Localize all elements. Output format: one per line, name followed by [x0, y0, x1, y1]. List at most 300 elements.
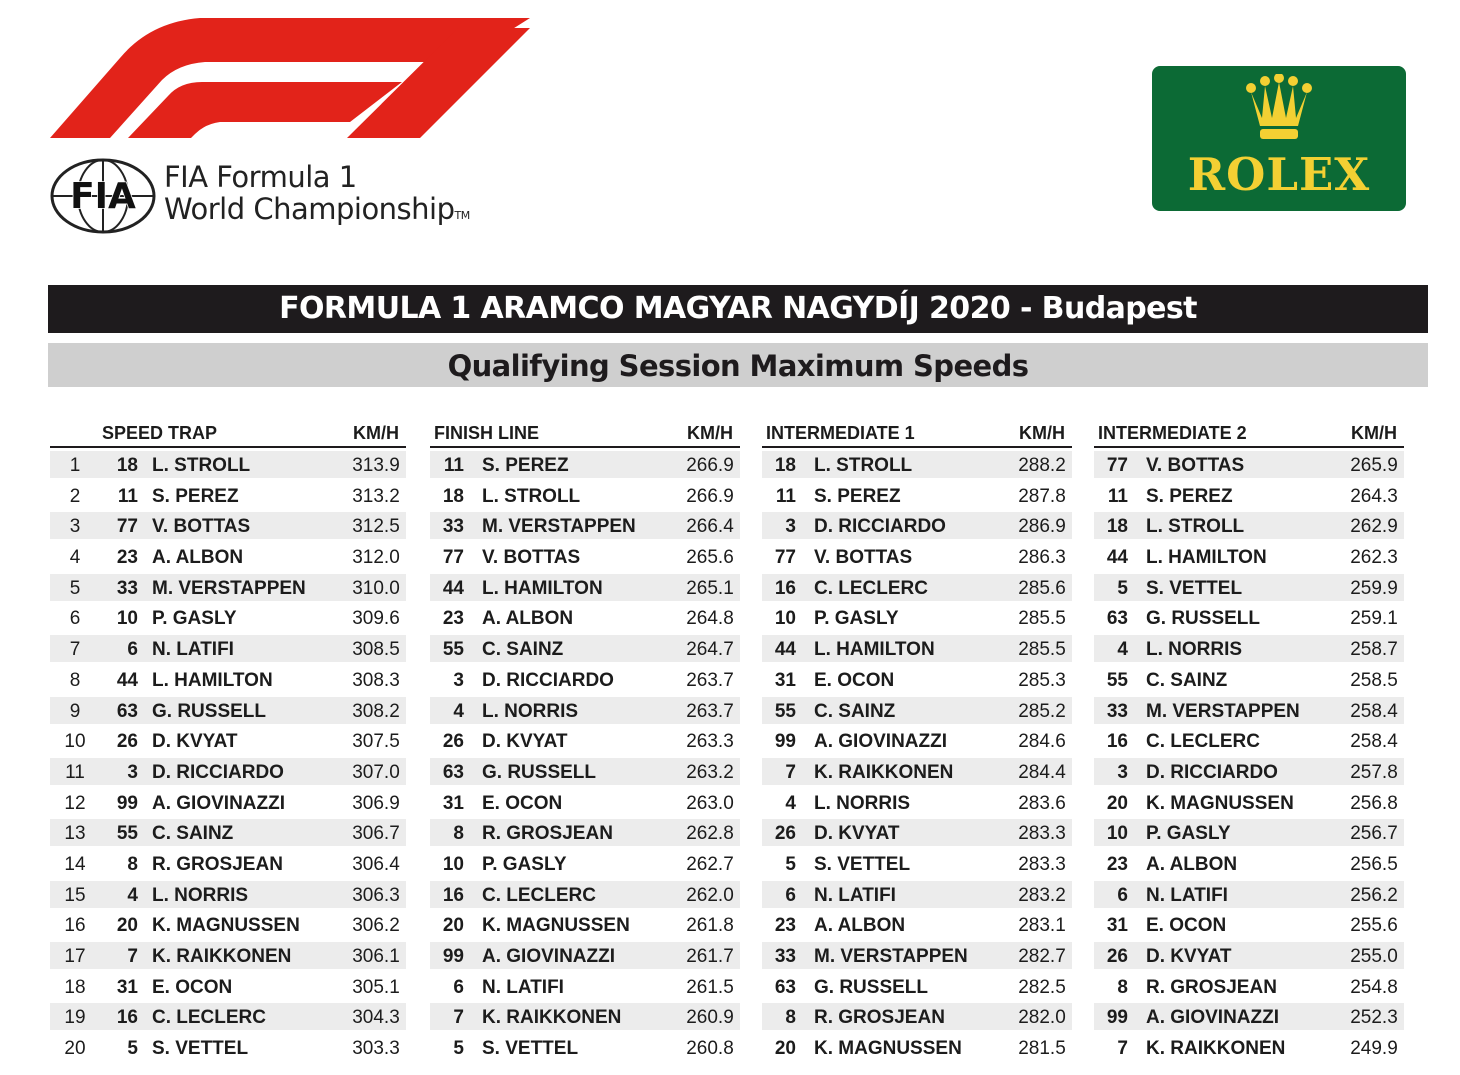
car-number-cell: 26 [774, 823, 796, 845]
table-row [430, 666, 740, 693]
speed-cell: 285.5 [1018, 639, 1066, 661]
speed-cell: 266.9 [686, 485, 734, 507]
position-cell: 9 [69, 700, 81, 722]
speed-cell: 283.2 [1018, 884, 1066, 906]
speed-cell: 285.6 [1018, 577, 1066, 599]
speed-cell: 262.0 [686, 884, 734, 906]
speed-cell: 263.7 [686, 700, 734, 722]
rolex-logo [1152, 66, 1406, 211]
speed-cell: 258.7 [1350, 639, 1398, 661]
driver-name-cell: A. ALBON [1146, 853, 1238, 875]
car-number-cell: 23 [1106, 853, 1128, 875]
car-number-cell: 44 [1106, 547, 1128, 569]
speed-cell: 258.4 [1350, 731, 1398, 753]
speed-cell: 285.2 [1018, 700, 1066, 722]
table-row [762, 512, 1072, 539]
f1-logo [50, 18, 530, 140]
car-number-cell: 23 [442, 608, 464, 630]
speed-cell: 284.6 [1018, 731, 1066, 753]
speed-cell: 258.4 [1350, 700, 1398, 722]
car-number-cell: 3 [127, 761, 138, 783]
trademark: TM [454, 208, 470, 222]
speed-cell: 266.9 [686, 455, 734, 476]
speed-cell: 288.2 [1018, 455, 1066, 476]
speed-cell: 265.9 [1350, 455, 1398, 476]
speed-cell: 310.0 [352, 577, 400, 599]
car-number-cell: 18 [116, 455, 138, 476]
table-rows [50, 451, 406, 1061]
driver-name-cell: G. RUSSELL [152, 700, 267, 722]
car-number-cell: 55 [116, 823, 138, 845]
driver-name-cell: S. VETTEL [814, 853, 911, 875]
car-number-cell: 7 [127, 946, 138, 967]
car-number-cell: 55 [442, 639, 464, 661]
speed-cell: 308.2 [352, 700, 400, 722]
car-number-cell: 8 [785, 1007, 796, 1029]
table-rows [430, 451, 740, 1061]
speed-cell: 303.3 [352, 1038, 400, 1060]
speed-cell: 262.3 [1350, 547, 1398, 569]
car-number-cell: 11 [117, 485, 138, 507]
car-number-cell: 31 [116, 976, 138, 998]
table-row [762, 543, 1072, 570]
table-row [1094, 727, 1404, 754]
speed-cell: 306.7 [352, 823, 400, 845]
column-category: SPEED TRAP [102, 423, 218, 443]
car-number-cell: 5 [785, 853, 796, 875]
speed-cell: 249.9 [1350, 1038, 1398, 1060]
rolex-wordmark: ROLEX [1187, 148, 1371, 201]
driver-name-cell: C. SAINZ [152, 823, 234, 845]
table-row [430, 574, 740, 601]
table-intermediate-1 [762, 418, 1072, 1065]
speed-cell: 261.8 [686, 915, 734, 937]
table-row [762, 727, 1072, 754]
speed-cell: 306.2 [352, 915, 400, 937]
car-number-cell: 16 [116, 1007, 138, 1029]
driver-name-cell: A. GIOVINAZZI [814, 731, 947, 753]
table-row [1094, 574, 1404, 601]
table-row [50, 482, 406, 509]
speed-cell: 264.7 [686, 639, 734, 661]
speed-cell: 259.1 [1350, 608, 1398, 630]
table-row [762, 881, 1072, 908]
fia-logo-text: FIA [70, 176, 136, 217]
driver-name-cell: R. GROSJEAN [152, 853, 283, 875]
position-cell: 8 [69, 669, 81, 691]
driver-name-cell: A. ALBON [152, 547, 244, 569]
speed-cell: 262.8 [686, 823, 734, 845]
car-number-cell: 20 [442, 915, 464, 937]
car-number-cell: 8 [127, 853, 138, 875]
table-rows [762, 451, 1072, 1061]
speed-cell: 286.3 [1018, 547, 1066, 569]
position-cell: 1 [69, 455, 81, 476]
driver-name-cell: K. RAIKKONEN [814, 761, 954, 783]
table-row [50, 789, 406, 816]
table-row [50, 727, 406, 754]
table-row [430, 543, 740, 570]
table-row [1094, 543, 1404, 570]
table-row [1094, 1003, 1404, 1030]
table-row [762, 574, 1072, 601]
table-row [50, 819, 406, 846]
table-row [50, 574, 406, 601]
driver-name-cell: R. GROSJEAN [1146, 976, 1277, 998]
table-row [1094, 482, 1404, 509]
speed-cell: 258.5 [1350, 669, 1398, 691]
car-number-cell: 26 [116, 731, 138, 753]
position-cell: 7 [69, 639, 81, 661]
speed-cell: 260.9 [686, 1007, 734, 1029]
driver-name-cell: V. BOTTAS [814, 547, 913, 569]
table-row [430, 727, 740, 754]
position-cell: 4 [69, 547, 81, 569]
table-row [762, 758, 1072, 785]
speed-cell: 283.1 [1018, 915, 1066, 937]
car-number-cell: 20 [116, 915, 138, 937]
driver-name-cell: K. MAGNUSSEN [482, 915, 630, 937]
speed-cell: 306.1 [352, 946, 400, 967]
table-row [762, 697, 1072, 724]
table-row [50, 850, 406, 877]
speed-cell: 282.5 [1018, 976, 1066, 998]
driver-name-cell: D. RICCIARDO [1146, 761, 1278, 783]
column-category: FINISH LINE [434, 423, 540, 443]
table-row [1094, 850, 1404, 877]
car-number-cell: 5 [1117, 577, 1128, 599]
car-number-cell: 44 [774, 639, 796, 661]
driver-name-cell: R. GROSJEAN [814, 1007, 945, 1029]
speed-cell: 308.3 [352, 669, 400, 691]
speed-cell: 312.5 [352, 516, 400, 538]
driver-name-cell: C. LECLERC [814, 577, 928, 599]
driver-name-cell: M. VERSTAPPEN [1146, 700, 1300, 722]
driver-name-cell: G. RUSSELL [482, 761, 597, 783]
table-row [430, 819, 740, 846]
car-number-cell: 11 [443, 455, 464, 476]
speed-cell: 313.9 [352, 455, 400, 476]
driver-name-cell: S. PEREZ [152, 485, 239, 507]
driver-name-cell: L. STROLL [482, 485, 581, 507]
car-number-cell: 63 [774, 976, 796, 998]
speed-cell: 263.3 [686, 731, 734, 753]
table-row [50, 758, 406, 785]
driver-name-cell: S. PEREZ [1146, 485, 1233, 507]
car-number-cell: 3 [1117, 761, 1128, 783]
driver-name-cell: N. LATIFI [1146, 884, 1228, 906]
table-row [50, 911, 406, 938]
speed-cell: 262.9 [1350, 516, 1398, 538]
table-row [762, 604, 1072, 631]
driver-name-cell: S. PEREZ [482, 455, 569, 476]
table-row [762, 1034, 1072, 1061]
speed-cell: 263.2 [686, 761, 734, 783]
driver-name-cell: N. LATIFI [152, 639, 234, 661]
position-cell: 11 [65, 761, 85, 783]
driver-name-cell: L. STROLL [814, 455, 913, 476]
driver-name-cell: L. HAMILTON [482, 577, 603, 599]
table-row [430, 1034, 740, 1061]
car-number-cell: 5 [127, 1038, 138, 1060]
car-number-cell: 11 [1107, 485, 1128, 507]
position-cell: 5 [69, 577, 81, 599]
speed-cell: 259.9 [1350, 577, 1398, 599]
driver-name-cell: C. SAINZ [482, 639, 564, 661]
driver-name-cell: S. VETTEL [482, 1038, 579, 1060]
table-header [1094, 418, 1404, 448]
driver-name-cell: N. LATIFI [482, 976, 564, 998]
driver-name-cell: A. GIOVINAZZI [482, 946, 615, 967]
car-number-cell: 16 [1106, 731, 1128, 753]
table-row [762, 911, 1072, 938]
driver-name-cell: A. ALBON [482, 608, 574, 630]
car-number-cell: 7 [785, 761, 796, 783]
position-cell: 17 [64, 946, 86, 967]
driver-name-cell: R. GROSJEAN [482, 823, 613, 845]
car-number-cell: 77 [442, 547, 464, 569]
table-row [430, 789, 740, 816]
car-number-cell: 44 [442, 577, 464, 599]
table-row [1094, 973, 1404, 1000]
position-cell: 10 [64, 731, 86, 753]
driver-name-cell: C. SAINZ [814, 700, 896, 722]
driver-name-cell: L. NORRIS [152, 884, 249, 906]
driver-name-cell: K. MAGNUSSEN [814, 1038, 962, 1060]
speed-cell: 308.5 [352, 639, 400, 661]
position-cell: 12 [64, 792, 86, 814]
table-row [1094, 942, 1404, 969]
speed-cell: 265.1 [686, 577, 734, 599]
table-row [430, 758, 740, 785]
car-number-cell: 99 [774, 731, 796, 753]
table-speed-trap [50, 418, 406, 1065]
car-number-cell: 11 [775, 485, 796, 507]
speed-cell: 266.4 [686, 516, 734, 538]
crown-icon [1246, 74, 1312, 146]
table-row [430, 973, 740, 1000]
car-number-cell: 16 [442, 884, 464, 906]
car-number-cell: 5 [453, 1038, 464, 1060]
event-title: FORMULA 1 ARAMCO MAGYAR NAGYDÍJ 2020 - Budapest [48, 285, 1428, 333]
speed-cell: 261.7 [686, 946, 734, 967]
fia-line1: FIA Formula 1 [164, 159, 357, 194]
car-number-cell: 7 [453, 1007, 464, 1029]
fia-branding [50, 158, 470, 234]
table-header [50, 418, 406, 448]
table-row [430, 482, 740, 509]
car-number-cell: 7 [1117, 1038, 1128, 1060]
table-row [1094, 911, 1404, 938]
table-row [50, 942, 406, 969]
speed-cell: 265.6 [686, 547, 734, 569]
car-number-cell: 63 [1106, 608, 1128, 630]
table-row [1094, 789, 1404, 816]
driver-name-cell: P. GASLY [814, 608, 899, 630]
speed-cell: 312.0 [352, 547, 400, 569]
driver-name-cell: P. GASLY [1146, 823, 1231, 845]
car-number-cell: 55 [1106, 669, 1128, 691]
car-number-cell: 33 [1106, 700, 1128, 722]
column-category: INTERMEDIATE 1 [766, 423, 915, 443]
driver-name-cell: L. HAMILTON [1146, 547, 1267, 569]
speed-cell: 285.5 [1018, 608, 1066, 630]
speed-cell: 283.3 [1018, 823, 1066, 845]
driver-name-cell: E. OCON [814, 669, 895, 691]
driver-name-cell: K. RAIKKONEN [152, 946, 292, 967]
car-number-cell: 26 [1106, 946, 1128, 967]
table-row [50, 666, 406, 693]
driver-name-cell: S. VETTEL [1146, 577, 1243, 599]
car-number-cell: 4 [453, 700, 464, 722]
driver-name-cell: L. STROLL [152, 455, 251, 476]
car-number-cell: 20 [774, 1038, 796, 1060]
driver-name-cell: K. RAIKKONEN [1146, 1038, 1286, 1060]
driver-name-cell: C. SAINZ [1146, 669, 1228, 691]
driver-name-cell: P. GASLY [152, 608, 237, 630]
position-cell: 20 [64, 1038, 86, 1060]
car-number-cell: 26 [442, 731, 464, 753]
table-row [762, 789, 1072, 816]
car-number-cell: 8 [1117, 976, 1128, 998]
table-row [762, 942, 1072, 969]
car-number-cell: 4 [785, 792, 796, 814]
table-row [50, 697, 406, 724]
driver-name-cell: D. RICCIARDO [814, 516, 946, 538]
table-row [762, 482, 1072, 509]
table-row [50, 635, 406, 662]
speed-cell: 263.0 [686, 792, 734, 814]
car-number-cell: 33 [442, 516, 464, 538]
car-number-cell: 99 [1106, 1007, 1128, 1029]
table-row [1094, 604, 1404, 631]
column-unit: KM/H [353, 423, 399, 443]
table-row [1094, 666, 1404, 693]
car-number-cell: 18 [442, 485, 464, 507]
car-number-cell: 18 [774, 455, 796, 476]
car-number-cell: 63 [442, 761, 464, 783]
table-row [1094, 819, 1404, 846]
table-row [762, 451, 1072, 478]
speed-cell: 305.1 [352, 976, 400, 998]
driver-name-cell: K. MAGNUSSEN [152, 915, 300, 937]
table-row [762, 666, 1072, 693]
table-row [50, 1034, 406, 1061]
table-row [1094, 451, 1404, 478]
position-cell: 18 [64, 976, 86, 998]
column-category: INTERMEDIATE 2 [1098, 423, 1247, 443]
car-number-cell: 44 [116, 669, 138, 691]
driver-name-cell: L. HAMILTON [152, 669, 273, 691]
table-row [762, 819, 1072, 846]
driver-name-cell: K. RAIKKONEN [482, 1007, 622, 1029]
table-row [430, 850, 740, 877]
car-number-cell: 4 [1117, 639, 1128, 661]
car-number-cell: 31 [442, 792, 464, 814]
driver-name-cell: V. BOTTAS [152, 516, 251, 538]
table-row [430, 697, 740, 724]
car-number-cell: 77 [774, 547, 796, 569]
driver-name-cell: G. RUSSELL [814, 976, 929, 998]
driver-name-cell: A. GIOVINAZZI [1146, 1007, 1279, 1029]
driver-name-cell: L. NORRIS [814, 792, 911, 814]
table-row [430, 451, 740, 478]
driver-name-cell: D. KVYAT [814, 823, 900, 845]
driver-name-cell: S. PEREZ [814, 485, 901, 507]
driver-name-cell: N. LATIFI [814, 884, 896, 906]
car-number-cell: 77 [116, 516, 138, 538]
car-number-cell: 3 [453, 669, 464, 691]
speed-cell: 307.5 [352, 731, 400, 753]
speed-cell: 309.6 [352, 608, 400, 630]
position-cell: 3 [69, 516, 81, 538]
speed-cell: 263.7 [686, 669, 734, 691]
speed-cell: 252.3 [1350, 1007, 1398, 1029]
speed-cell: 254.8 [1350, 976, 1398, 998]
table-rows [1094, 451, 1404, 1061]
car-number-cell: 16 [774, 577, 796, 599]
table-row [430, 911, 740, 938]
car-number-cell: 63 [116, 700, 138, 722]
car-number-cell: 4 [127, 884, 138, 906]
speed-cell: 261.5 [686, 976, 734, 998]
driver-name-cell: E. OCON [152, 976, 233, 998]
table-row [1094, 635, 1404, 662]
position-cell: 2 [69, 485, 81, 507]
speed-cell: 257.8 [1350, 761, 1398, 783]
car-number-cell: 6 [785, 884, 796, 906]
driver-name-cell: E. OCON [482, 792, 563, 814]
car-number-cell: 77 [1106, 455, 1128, 476]
driver-name-cell: D. KVYAT [482, 731, 568, 753]
table-intermediate-2 [1094, 418, 1404, 1065]
table-row [1094, 1034, 1404, 1061]
table-row [430, 1003, 740, 1030]
speed-cell: 282.7 [1018, 946, 1066, 967]
speed-cell: 306.9 [352, 792, 400, 814]
speed-cell: 264.8 [686, 608, 734, 630]
speed-cell: 287.8 [1018, 485, 1066, 507]
table-row [1094, 758, 1404, 785]
speed-cell: 255.0 [1350, 946, 1398, 967]
speed-cell: 264.3 [1350, 485, 1398, 507]
speed-cell: 262.7 [686, 853, 734, 875]
car-number-cell: 6 [127, 639, 138, 661]
driver-name-cell: L. NORRIS [1146, 639, 1243, 661]
speed-cell: 284.4 [1018, 761, 1066, 783]
column-unit: KM/H [1019, 423, 1065, 443]
car-number-cell: 31 [774, 669, 796, 691]
table-row [430, 512, 740, 539]
car-number-cell: 99 [116, 792, 138, 814]
driver-name-cell: S. VETTEL [152, 1038, 249, 1060]
car-number-cell: 20 [1106, 792, 1128, 814]
speed-cell: 304.3 [352, 1007, 400, 1029]
driver-name-cell: V. BOTTAS [482, 547, 581, 569]
table-row [50, 1003, 406, 1030]
table-row [762, 973, 1072, 1000]
car-number-cell: 10 [442, 853, 464, 875]
speed-cell: 286.9 [1018, 516, 1066, 538]
speed-cell: 256.8 [1350, 792, 1398, 814]
column-unit: KM/H [1351, 423, 1397, 443]
table-row [430, 881, 740, 908]
driver-name-cell: D. KVYAT [152, 731, 238, 753]
driver-name-cell: A. ALBON [814, 915, 906, 937]
driver-name-cell: P. GASLY [482, 853, 567, 875]
driver-name-cell: D. RICCIARDO [482, 669, 614, 691]
table-row [762, 850, 1072, 877]
